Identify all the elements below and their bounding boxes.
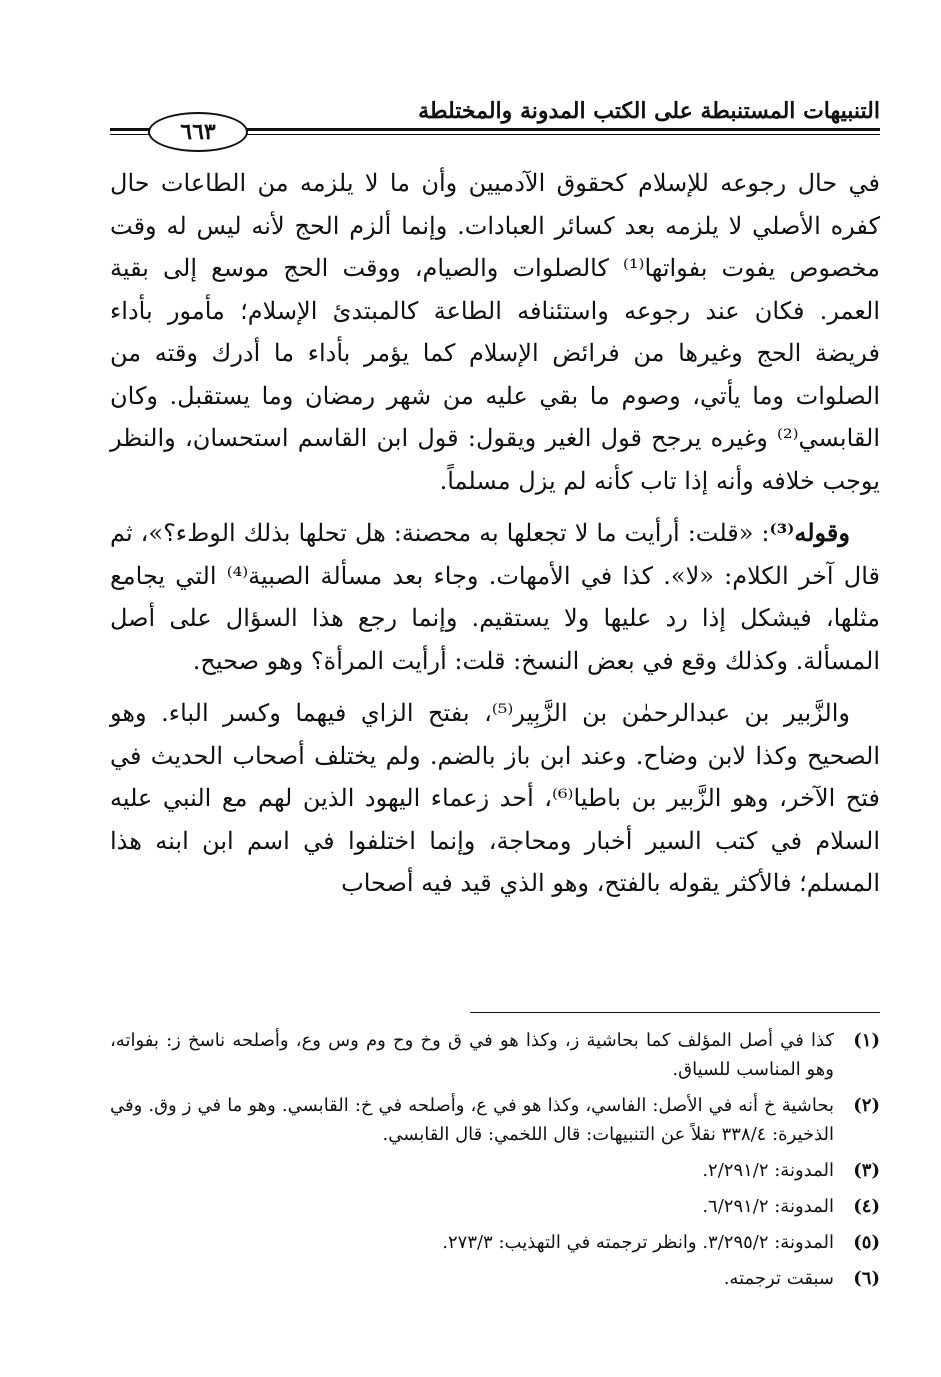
footnote-text: المدونة: ٦/٢٩١/٢. — [702, 1196, 834, 1217]
running-title: التنبيهات المستنبطة على الكتب المدونة والمختلطة — [418, 98, 880, 124]
main-text — [110, 162, 880, 905]
footnote-text: سبقت ترجمته. — [723, 1268, 834, 1289]
footnote-number: (٣) — [853, 1160, 880, 1181]
page-header — [110, 92, 880, 152]
footnote-5 — [110, 1228, 880, 1257]
footnote-separator — [470, 1012, 880, 1013]
paragraph-3: والزَّبير بن عبدالرحمٰن بن الزَّبِير⁽⁵⁾، بفتح الزاي فيهما وكسر الباء. وهو الصحيح وكذا لابن وضاح. وعند ابن باز بالضم. ولم يختلف أصحاب الحديث في فتح الآخر، وهو الزَّبير بن باطيا⁽⁶⁾، أحد زعماء اليهود الذين لهم مع النبي عليه السلام في كتب السير أخبار ومحاجة، وإنما اختلفوا في اسم ابن ابنه هذا المسلم؛ فالأكثر يقوله بالفتح، وهو الذي قيد فيه أصحاب — [110, 699, 881, 897]
footnotes — [110, 1026, 880, 1300]
paragraph-2-text: : «قلت: أرأيت ما لا تجعلها به محصنة: هل تحلها بذلك الوطء؟»، ثم قال آخر الكلام: «لا». كذا في الأمهات. وجاء بعد مسألة الصبية⁽⁴⁾ التي يجامع مثلها، فيشكل إذا رد عليها ولا يستقيم. وإنما رجع هذا السؤال على أصل المسألة. وكذلك وقع في بعض النسخ: قلت: أرأيت المرأة؟ وهو صحيح. — [110, 519, 880, 675]
paragraph-2 — [110, 512, 880, 682]
page-number-badge: ٦٦٣ — [148, 112, 248, 152]
footnote-text: المدونة: ٢/٢٩١/٢. — [702, 1160, 834, 1181]
footnote-6 — [110, 1264, 880, 1293]
footnote-text: بحاشية خ أنه في الأصل: الفاسي، وكذا هو في ع، وأصلحه في خ: القابسي. وهو ما في ز وق. وفي الذخيرة: ٣٣٨/٤ نقلاً عن التنبيهات: قال اللخمي: قال القابسي. — [110, 1095, 834, 1145]
footnote-text: كذا في أصل المؤلف كما بحاشية ز، وكذا هو في ق وخ وح وم وس وع، وأصلحه ناسخ ز: بفواته، وهو المناسب للسياق. — [110, 1030, 834, 1080]
footnote-number: (٦) — [853, 1268, 880, 1289]
footnote-text: المدونة: ٣/٢٩٥/٢. وانظر ترجمته في التهذيب: ٢٧٣/٣. — [442, 1232, 834, 1253]
footnote-1 — [110, 1026, 880, 1084]
footnote-number: (٤) — [853, 1196, 880, 1217]
footnote-4 — [110, 1192, 880, 1221]
footnote-number: (٢) — [853, 1095, 880, 1116]
footnote-3 — [110, 1156, 880, 1185]
footnote-number: (١) — [853, 1030, 880, 1051]
footnote-2 — [110, 1091, 880, 1149]
footnote-number: (٥) — [853, 1232, 880, 1253]
paragraph-1: في حال رجوعه للإسلام كحقوق الآدميين وأن ما لا يلزمه من الطاعات حال كفره الأصلي لا يلزمه بعد كسائر العبادات. وإنما ألزم الحج لأنه ليس له وقت مخصوص يفوت بفواتها⁽¹⁾ كالصلوات والصيام، ووقت الحج موسع إلى بقية العمر. فكان عند رجوعه واستئنافه الطاعة كالمبتدئ الإسلام؛ مأمور بأداء فريضة الحج وغيرها من فرائض الإسلام كما يؤمر بأداء ما أدرك وقته من الصلوات وما يأتي، وصوم ما بقي عليه من شهر رمضان وما يستقبل. وكان القابسي⁽²⁾ وغيره يرجح قول الغير ويقول: قول ابن القاسم استحسان، والنظر يوجب خلافه وأنه إذا تاب كأنه لم يزل مسلماً. — [110, 169, 880, 495]
paragraph-2-lead: وقوله⁽³⁾ — [769, 518, 850, 547]
